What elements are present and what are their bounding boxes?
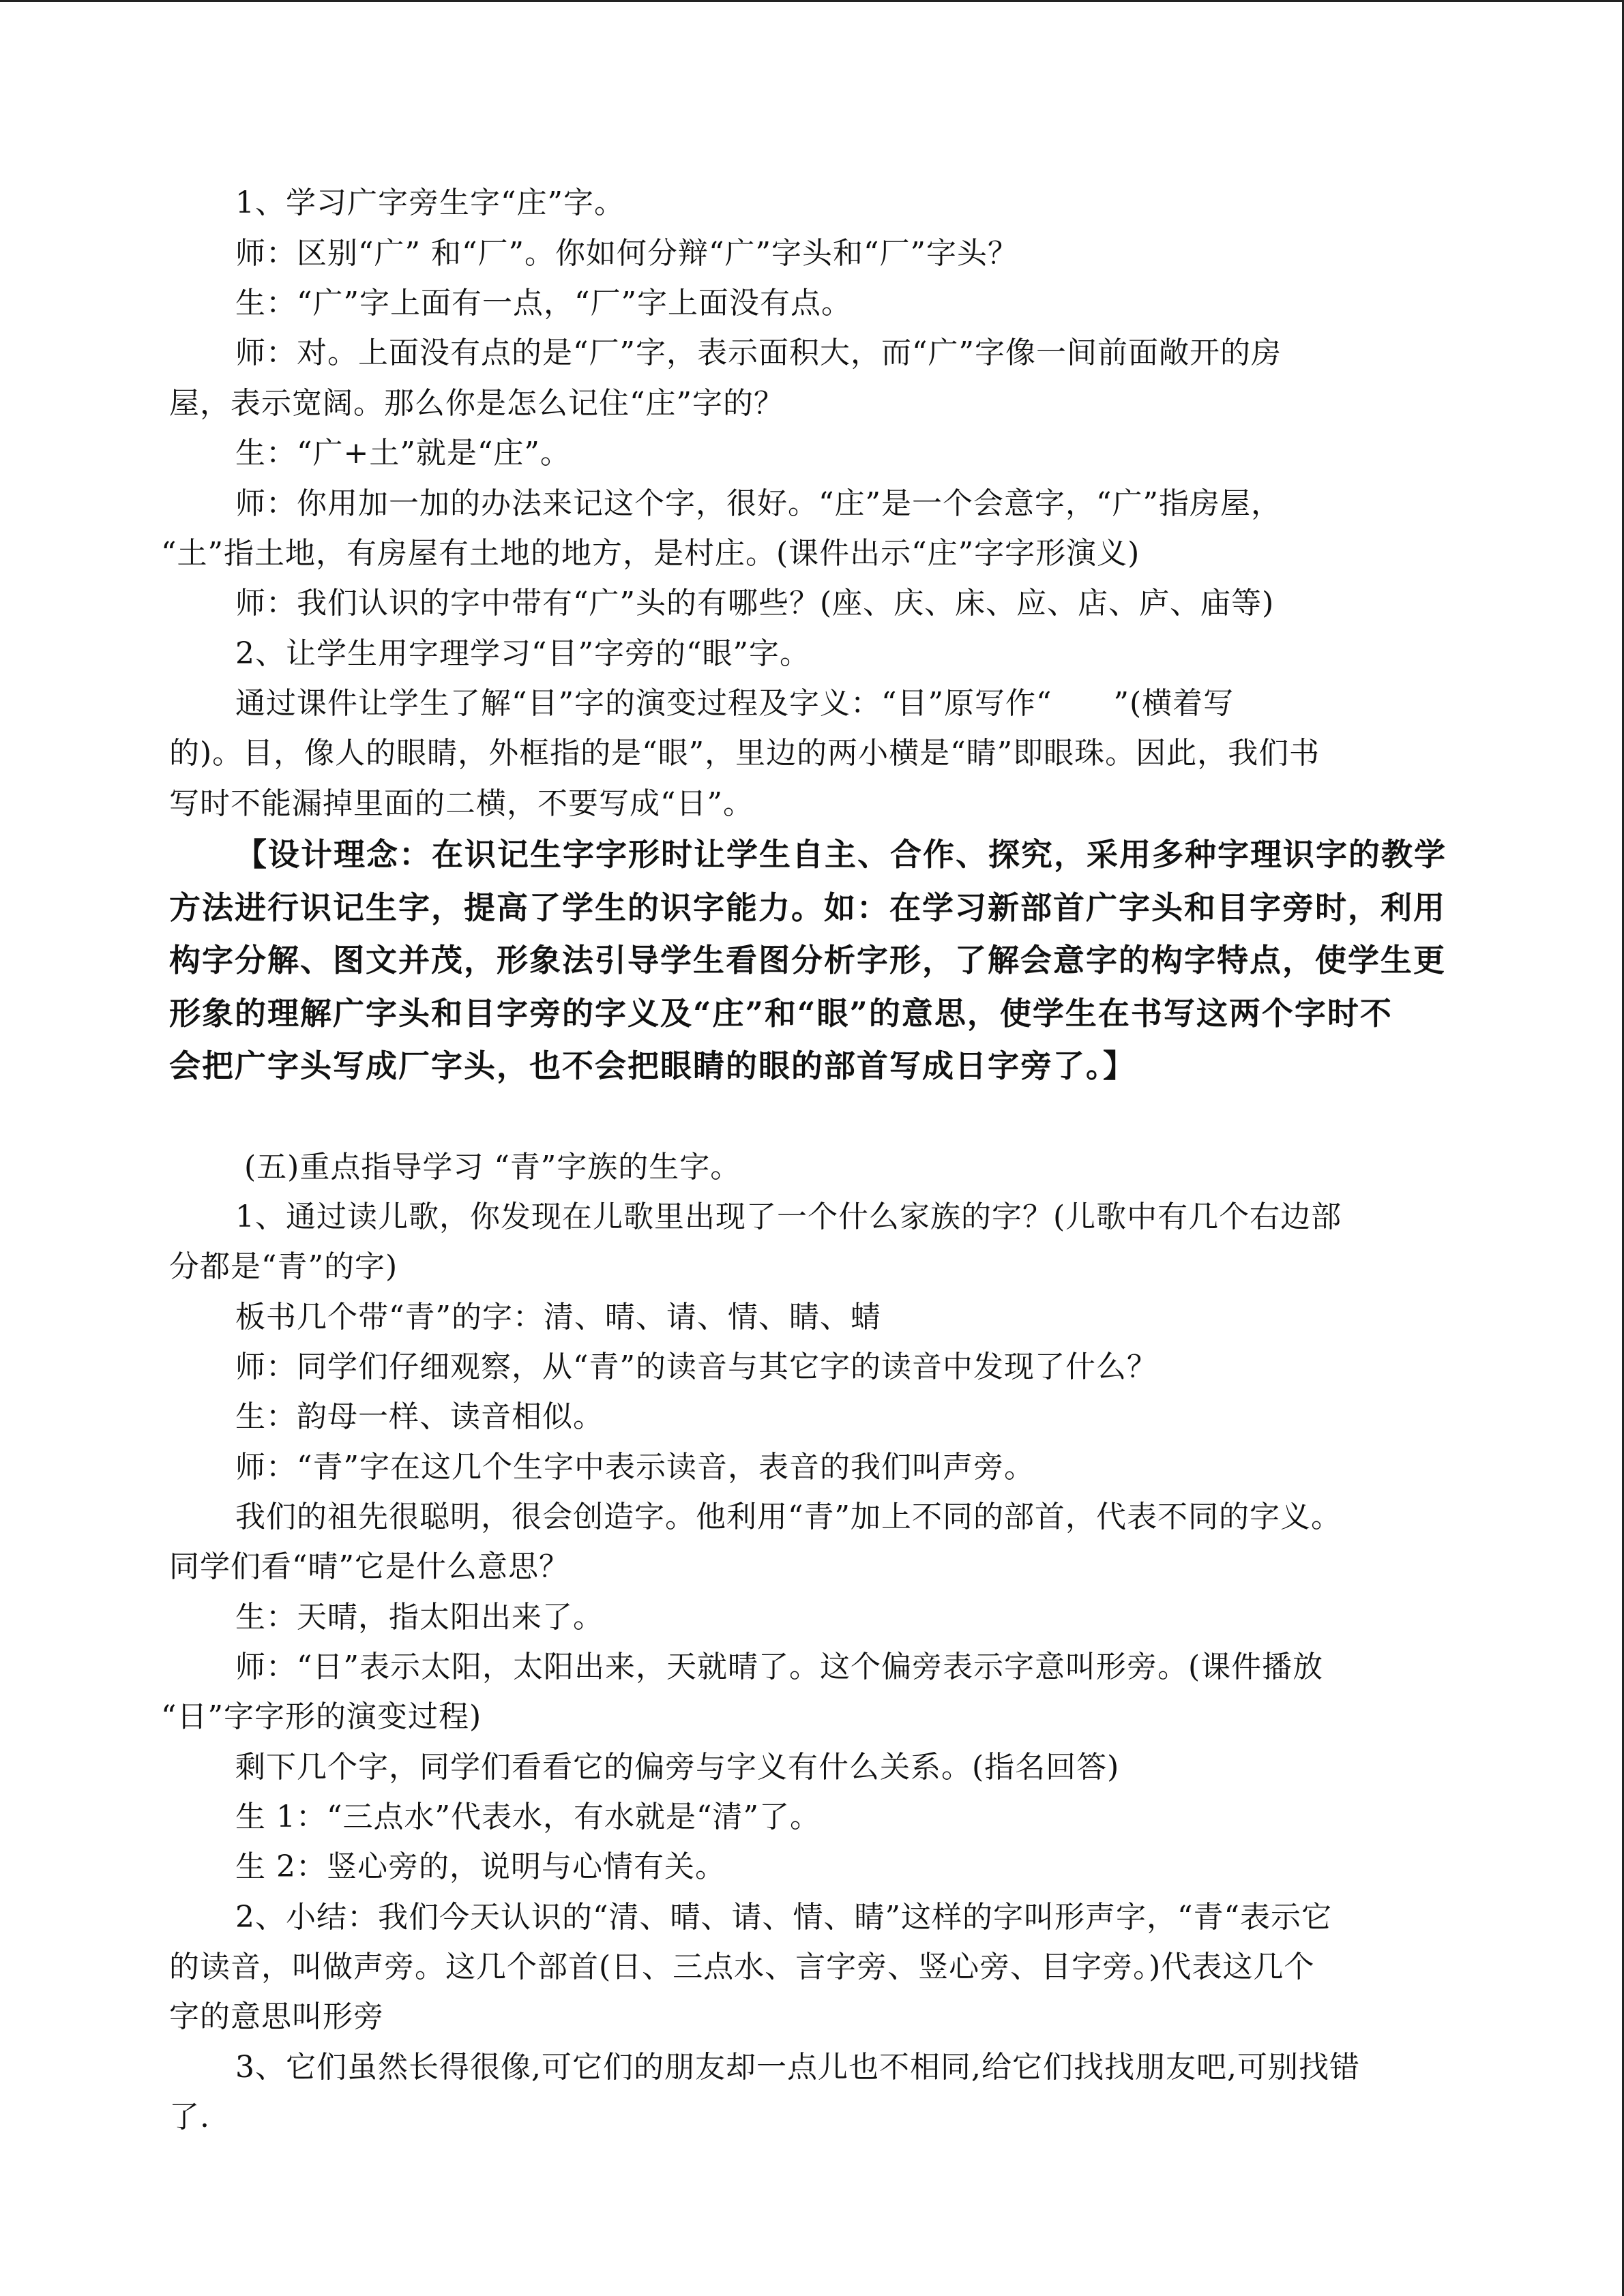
text-line: 师：同学们仔细观察，从“青”的读音与其它字的读音中发现了什么？ (235, 1350, 1157, 1384)
text-line: 字的意思叫形旁 (169, 1999, 384, 2034)
text-line: 的读音，叫做声旁。这几个部首(日、三点水、言字旁、竖心旁、目字旁。)代表这几个 (169, 1950, 1315, 1984)
text-line: 1、学习广字旁生字“庄”字。 (235, 185, 625, 220)
text-line: 生：韵母一样、读音相似。 (235, 1399, 604, 1434)
design-note-line: 形象的理解广字头和目字旁的字义及“庄”和“眼”的意思，使学生在书写这两个字时不 (169, 995, 1393, 1032)
text-line: 同学们看“晴”它是什么意思？ (169, 1549, 570, 1584)
text-line: 生：天晴，指太阳出来了。 (235, 1600, 604, 1635)
text-line: 我们的祖先很聪明，很会创造字。他利用“青”加上不同的部首，代表不同的字义。 (235, 1500, 1342, 1534)
text-line: 师：我们认识的字中带有“广”头的有哪些？(座、庆、床、应、店、庐、庙等) (235, 586, 1275, 621)
design-note-line: 【设计理念：在识记生字字形时让学生自主、合作、探究，采用多种字理识字的教学 (235, 836, 1447, 873)
design-note-line: 方法进行识记生字，提高了学生的识字能力。如：在学习新部首广字头和目字旁时，利用 (169, 889, 1446, 926)
text-line: 师：“青”字在这几个生字中表示读音，表音的我们叫声旁。 (235, 1450, 1035, 1485)
text-line: “土”指土地，有房屋有土地的地方，是村庄。(课件出示“庄”字字形演义) (161, 536, 1140, 571)
text-line: 2、小结：我们今天认识的“清、晴、请、情、睛”这样的字叫形声字，“青“表示它 (235, 1900, 1332, 1935)
text-line: 1、通过读儿歌，你发现在儿歌里出现了一个什么家族的字？(儿歌中有几个右边部 (235, 1199, 1342, 1234)
text-line: 通过课件让学生了解“目”字的演变过程及字义：“目”原写作“ ”(横着写 (235, 686, 1235, 721)
text-line: 2、让学生用字理学习“目”字旁的“眼”字。 (235, 636, 810, 671)
text-line: 师：区别“广” 和“厂”。你如何分辩“广”字头和“厂”字头？ (235, 236, 1018, 271)
text-line: 生 2：竖心旁的，说明与心情有关。 (235, 1849, 726, 1884)
text-line: 分都是“青”的字) (169, 1249, 398, 1284)
text-line: 剩下几个字，同学们看看它的偏旁与字义有什么关系。(指名回答) (235, 1750, 1120, 1785)
design-note-line: 构字分解、图文并茂，形象法引导学生看图分析字形，了解会意字的构字特点，使学生更 (169, 942, 1446, 979)
text-line: “日”字字形的演变过程) (161, 1699, 482, 1734)
text-line: 屋，表示宽阔。那么你是怎么记住“庄”字的？ (169, 386, 784, 421)
text-line: 写时不能漏掉里面的二横，不要写成“日”。 (169, 786, 754, 821)
text-line: 师：对。上面没有点的是“厂”字，表示面积大，而“广”字像一间前面敞开的房 (235, 336, 1282, 370)
text-line: 板书几个带“青”的字：清、晴、请、情、睛、蜻 (235, 1300, 881, 1335)
text-line: 师：“日”表示太阳，太阳出来，天就晴了。这个偏旁表示字意叫形旁。(课件播放 (235, 1650, 1324, 1684)
section-heading: (五)重点指导学习 “青”字族的生字。 (244, 1150, 741, 1184)
design-note-line: 会把广字头写成厂字头，也不会把眼睛的眼的部首写成日字旁了。】 (169, 1047, 1136, 1084)
text-line: 3、它们虽然长得很像,可它们的朋友却一点儿也不相同,给它们找找朋友吧,可别找错 (235, 2050, 1360, 2085)
text-line: 的)。目，像人的眼睛，外框指的是“眼”，里边的两小横是“睛”即眼珠。因此，我们书 (169, 736, 1320, 771)
text-line: 了. (169, 2100, 210, 2134)
text-line: 生：“广”字上面有一点，“厂”字上面没有点。 (235, 286, 852, 320)
text-line: 师：你用加一加的办法来记这个字，很好。“庄”是一个会意字，“广”指房屋， (235, 486, 1282, 521)
text-line: 生 1：“三点水”代表水，有水就是“清”了。 (235, 1800, 821, 1834)
text-line: 生：“广+土”就是“庄”。 (235, 436, 571, 471)
